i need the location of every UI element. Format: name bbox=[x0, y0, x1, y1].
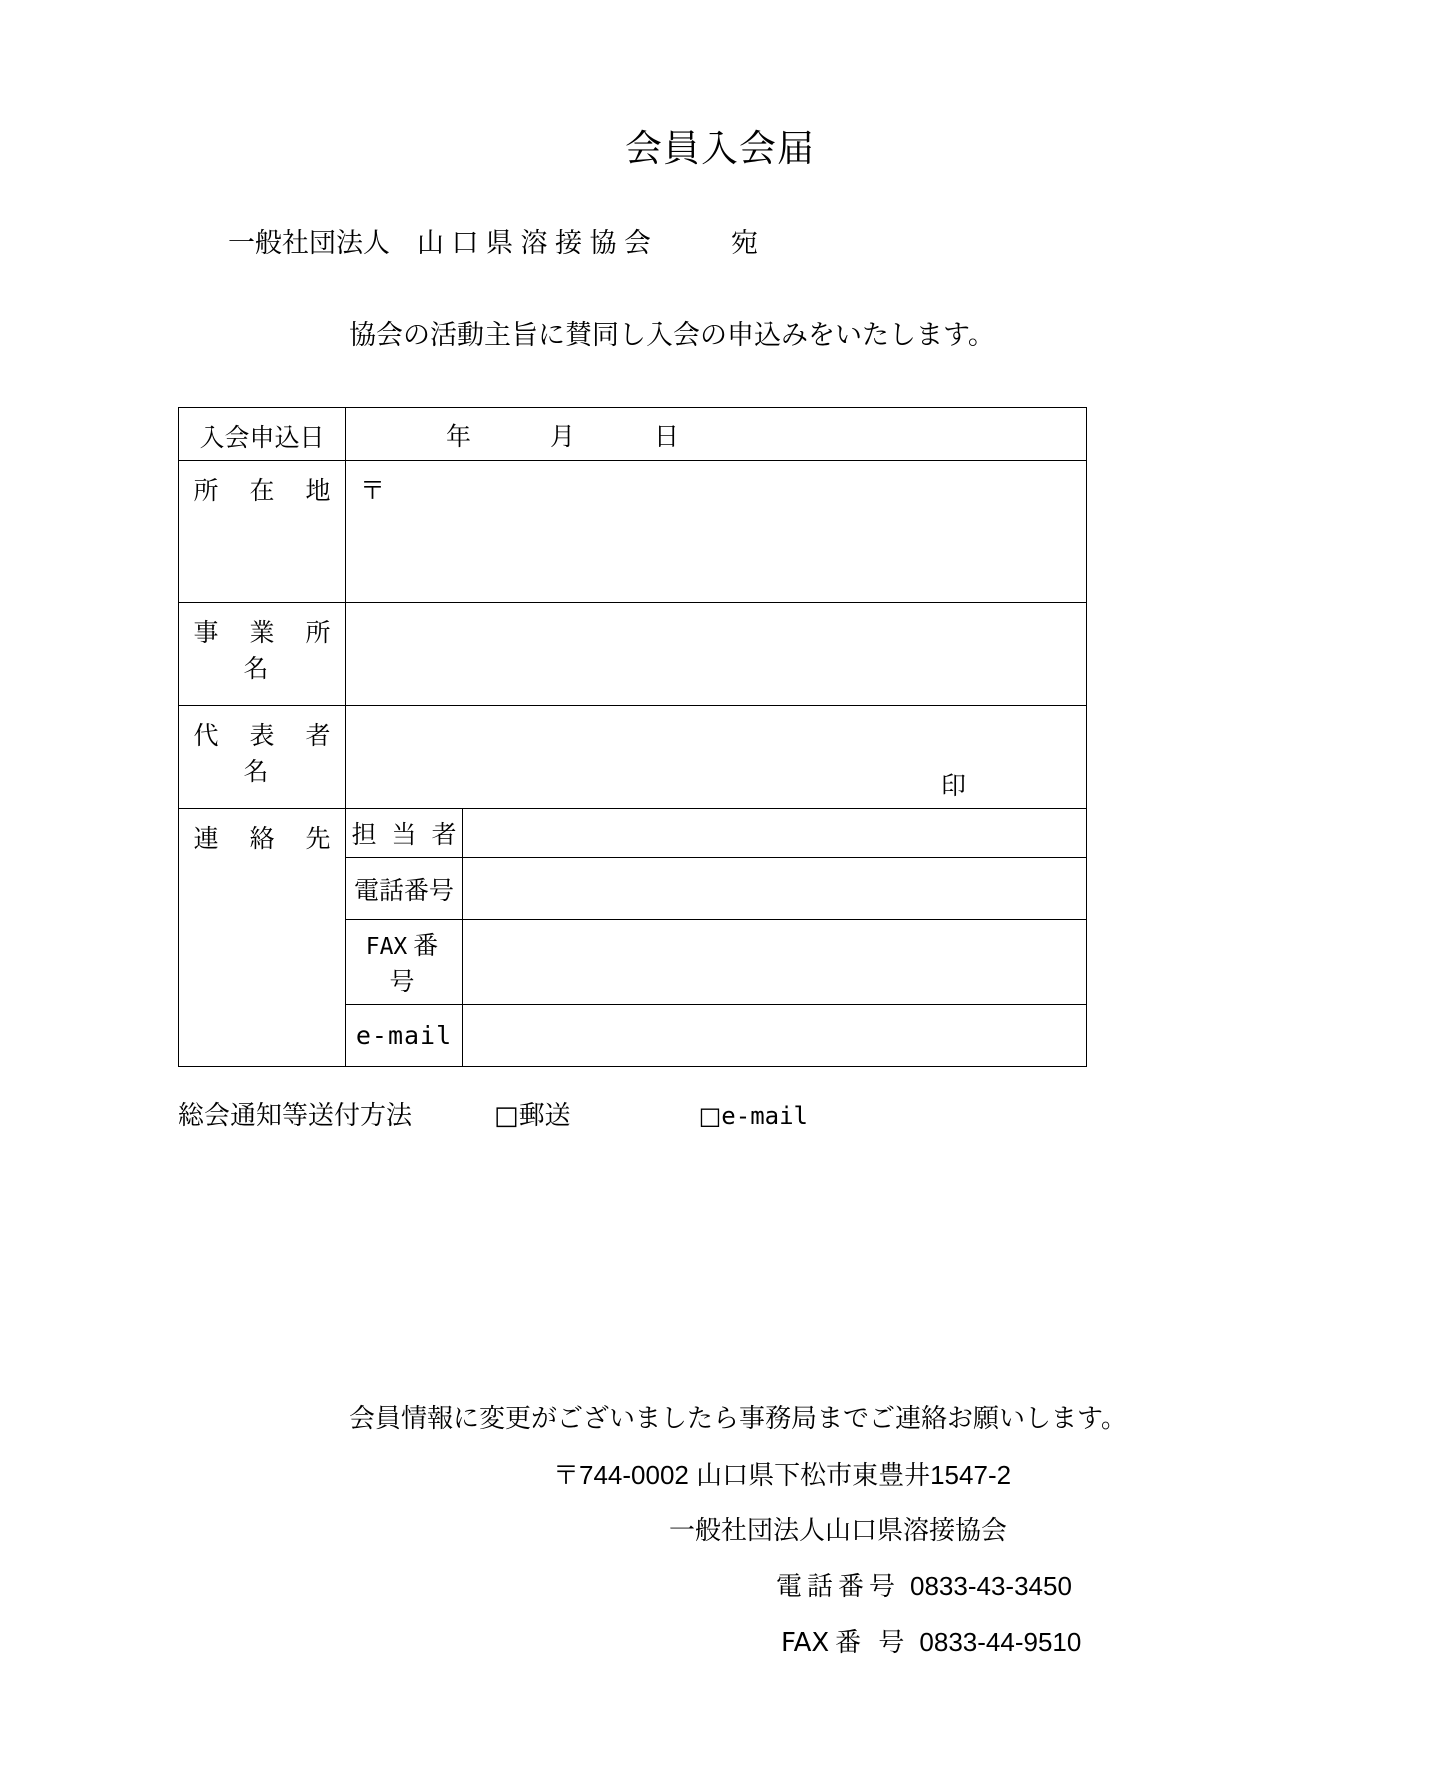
contact-tel-label: 電話番号 bbox=[346, 858, 463, 920]
year-unit: 年 bbox=[446, 423, 472, 451]
membership-form-table bbox=[178, 407, 1087, 1067]
office-name-value-cell[interactable] bbox=[346, 603, 1087, 706]
contact-email-label: e-mail bbox=[346, 1005, 463, 1067]
contact-person-label: 担 当 者 bbox=[346, 809, 463, 858]
seal-mark: 印 bbox=[940, 772, 966, 800]
application-date-value-cell[interactable] bbox=[346, 408, 1087, 461]
representative-name-label: 代 表 者 名 bbox=[179, 706, 346, 809]
address-value-cell[interactable] bbox=[346, 461, 1087, 603]
page-title: 会員入会届 bbox=[625, 128, 815, 169]
footer-notice: 会員情報に変更がございましたら事務局までご連絡お願いします。 bbox=[349, 1403, 1127, 1433]
delivery-option-postal[interactable] bbox=[494, 1095, 571, 1132]
footer-telephone-label: 電話番号 bbox=[776, 1571, 901, 1601]
contact-fax-label-kanji: 番 号 bbox=[389, 932, 443, 996]
postal-code-mark: 〒 bbox=[360, 477, 386, 505]
representative-name-value-cell[interactable] bbox=[346, 706, 1087, 809]
contact-label: 連 絡 先 bbox=[179, 809, 346, 1067]
application-date-label: 入会申込日 bbox=[179, 408, 346, 461]
contact-person-value-cell[interactable] bbox=[463, 809, 1087, 858]
table-row-address bbox=[179, 461, 1087, 603]
addressee-line bbox=[228, 221, 758, 260]
footer-telephone-number: 0833-43-3450 bbox=[910, 1571, 1072, 1601]
footer-fax-label-ascii: FAX bbox=[781, 1628, 830, 1658]
day-unit: 日 bbox=[654, 423, 680, 451]
footer-fax-label-kanji: 番 号 bbox=[835, 1627, 910, 1657]
table-row-office-name bbox=[179, 603, 1087, 706]
footer-telephone bbox=[776, 1573, 1072, 1599]
delivery-option-postal-label: 郵送 bbox=[518, 1100, 571, 1130]
addressee-suffix: 宛 bbox=[731, 228, 759, 258]
delivery-option-email-label: e-mail bbox=[721, 1102, 808, 1130]
contact-tel-value-cell[interactable] bbox=[463, 858, 1087, 920]
contact-email-value-cell[interactable] bbox=[463, 1005, 1087, 1067]
footer-organization: 一般社団法人山口県溶接協会 bbox=[669, 1515, 1008, 1545]
footer-fax-number: 0833-44-9510 bbox=[919, 1627, 1082, 1657]
contact-fax-label bbox=[346, 920, 463, 1005]
footer-postal-address: 〒744-0002 山口県下松市東豊井1547-2 bbox=[553, 1460, 1012, 1490]
intro-sentence: 協会の活動主旨に賛同し入会の申込みをいたします。 bbox=[349, 320, 995, 350]
contact-fax-label-ascii: FAX bbox=[365, 934, 408, 960]
application-date-units bbox=[346, 408, 1086, 453]
address-label: 所 在 地 bbox=[179, 461, 346, 603]
table-row-representative-name bbox=[179, 706, 1087, 809]
checkbox-icon-postal[interactable]: □ bbox=[494, 1101, 519, 1131]
table-row-application-date bbox=[179, 408, 1087, 461]
office-name-label: 事 業 所 名 bbox=[179, 603, 346, 706]
delivery-method-label: 総会通知等送付方法 bbox=[178, 1100, 413, 1130]
delivery-method-row bbox=[178, 1095, 808, 1132]
month-unit: 月 bbox=[550, 423, 576, 451]
checkbox-icon-email[interactable]: □ bbox=[698, 1102, 722, 1130]
table-row-contact-person bbox=[179, 809, 1087, 858]
addressee-organization: 一般社団法人 山 口 県 溶 接 協 会 bbox=[228, 228, 652, 258]
delivery-option-email[interactable] bbox=[699, 1102, 808, 1130]
footer-fax bbox=[781, 1629, 1081, 1656]
contact-fax-value-cell[interactable] bbox=[463, 920, 1087, 1005]
